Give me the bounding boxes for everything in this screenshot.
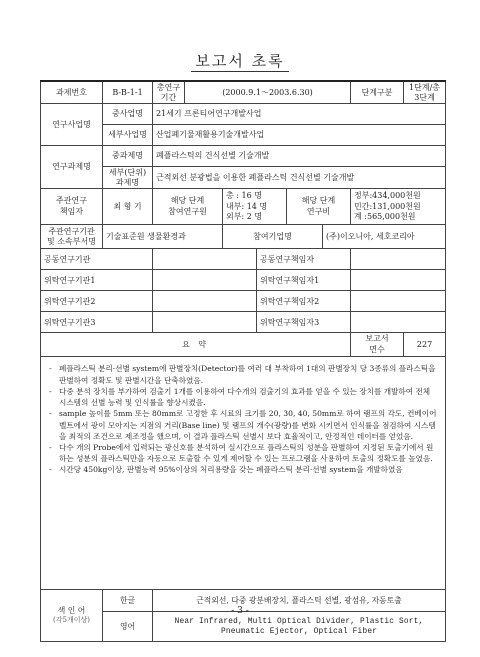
summary-item: - sample 높이를 5mm 또는 80mm로 고정한 후 시료의 크기를 20, 30, 40, 50mm로 하여 램프의 각도, 컨베이어 벨트에서 광이 모아지는 지점의 거리(Base line) 및 램프의 개수(광량)를 변화 시키면서 인식률을 점검하여 시스템을 최적의 조건으로 제조정을 했으며, 이 결과 플라스틱 선별시 보다 효율적이고, 안정적인 데이터를 얻었음. [57, 408, 439, 442]
collab-left: 위탁연구기관2 [41, 291, 153, 312]
collab-left: 위탁연구기관3 [41, 312, 153, 333]
summary-item: - 다중 분석 장치를 부가하여 검출기 1개를 이용하여 다수개의 검출기의 효과를 얻을 수 있는 장치를 개발하여 전체 시스템의 선별 능력 및 인식률을 향상시켰음. [57, 386, 439, 408]
summary-item: - 폐플라스틱 분리·선별 system에 판별장치(Detector)를 여러 대 부착하여 1대의 판별장치 당 3종류의 플라스틱을 판별하여 정확도 및 판별시간을 단축하였음. [57, 363, 439, 385]
partner-value: (주)이오니아, 세호코리아 [323, 225, 446, 249]
stage-label: 단계구분 [351, 81, 404, 104]
detail-task-label: 세부(단위)과제명 [103, 167, 153, 189]
cost-label: 해당 단계 연구비 [287, 189, 351, 225]
keywords-en-label: 영어 [103, 612, 153, 642]
main-task-label: 중과제명 [103, 146, 153, 167]
sub-program-value: 산업폐기물재활용기술개발사업 [153, 125, 446, 146]
report-table [40, 80, 446, 642]
period-label: 총연구기간 [153, 81, 185, 104]
collab-right: 위탁연구책임자2 [257, 291, 351, 312]
summary-body [41, 357, 446, 590]
stage: 1단계/총3단계 [404, 81, 446, 104]
page-title: 보고서 초록 [0, 50, 480, 71]
task-label: 연구과제명 [41, 146, 103, 189]
mid-program-label: 중사업명 [103, 104, 153, 125]
org-label: 주관연구기관 및 소속부서명 [41, 225, 103, 249]
collab-right: 공동연구책임자 [257, 249, 351, 270]
summary-item: - 시간당 450kg이상, 판별능력 95%이상의 처리용량을 갖는 폐플라스틱 분리·선별 system을 개발하였음 [57, 464, 439, 475]
page-number: - 3 - [231, 606, 249, 616]
researcher-name: 최 형 기 [103, 189, 153, 225]
main-task-value: 폐플라스틱의 건식선별 기술개발 [153, 146, 446, 167]
partner-label: 참여기업명 [223, 225, 323, 249]
sub-program-label: 세부사업명 [103, 125, 153, 146]
mid-program-value: 21세기 프론티어연구개발사업 [153, 104, 446, 125]
pages-value: 227 [404, 333, 446, 357]
keywords-ko: 근적외선, 다중 광분배장치, 플라스틱 선별, 광섬유, 자동토출 [153, 590, 446, 612]
detail-task-value: 근적외선 분광법을 이용한 폐플라스틱 건식선별 기술개발 [153, 167, 446, 189]
cost-values: 정부:434,000천원 민간:131,000천원 계 :565,000천원 [351, 189, 446, 225]
project-no-label: 과제번호 [41, 81, 103, 104]
collab-right: 위탁연구책임자3 [257, 312, 351, 333]
collab-right: 위탁연구책임자1 [257, 270, 351, 291]
program-label: 연구사업명 [41, 104, 103, 146]
collab-left: 위탁연구기관1 [41, 270, 153, 291]
participants-label: 해당 단계 참여연구원 [153, 189, 223, 225]
org-value: 기술표준원 생물환경과 [103, 225, 223, 249]
researcher-label: 주관연구 책임자 [41, 189, 103, 225]
summary-label: 요 약 [41, 333, 351, 357]
summary-item: - 다수 개의 Probe에서 입력되는 광신호를 분석하여 실시간으로 플라스틱의 성분을 판별하여 지정된 토출기에서 원하는 성분의 플라스틱만을 자동으로 토출할 수 있게 제어할 수 있는 프로그램을 사용하여 토출의 정확도를 높였음. [57, 442, 439, 464]
pages-label: 보고서 면수 [351, 333, 404, 357]
participant-counts: 총 : 16 명 내부: 14 명 외부: 2 명 [223, 189, 287, 225]
collab-left: 공동연구기관 [41, 249, 153, 270]
project-no: B-B-1-1 [103, 81, 153, 104]
keywords-en: Near Infrared, Multi Optical Divider, Plastic Sort, Pneumatic Ejector, Optical Fiber [153, 612, 446, 642]
keywords-ko-label: 한글 [103, 590, 153, 612]
keywords-label: 색 인 어 (각5개이상) [41, 590, 103, 642]
period: (2000.9.1～2003.6.30) [185, 81, 351, 104]
